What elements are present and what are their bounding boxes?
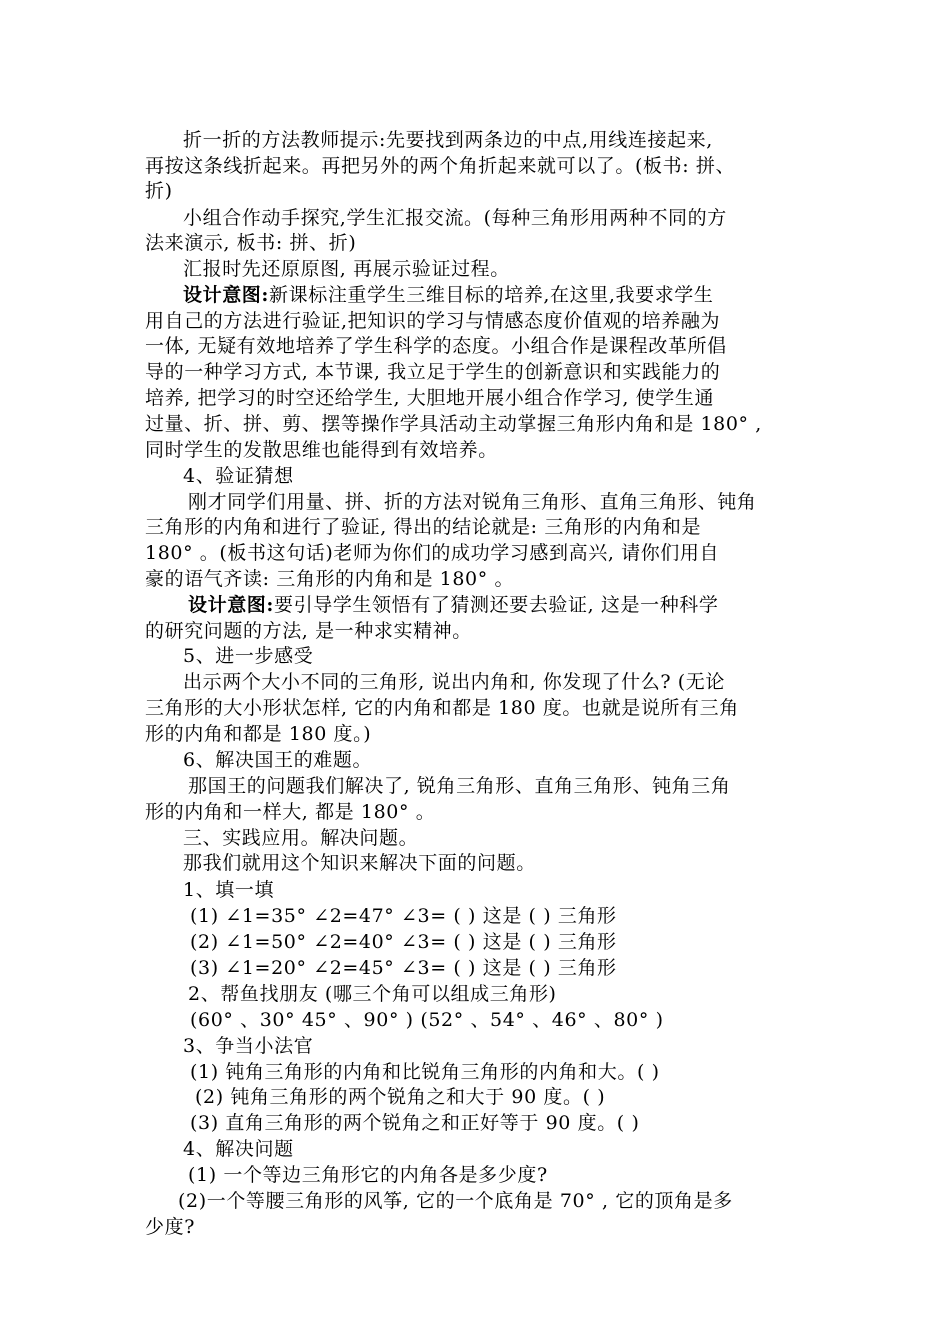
text-line: 一体, 无疑有效地培养了学生科学的态度。小组合作是课程改革所倡 <box>145 335 727 357</box>
text-line: 那国王的问题我们解决了, 锐角三角形、直角三角形、钝角三角 <box>188 775 731 797</box>
design-intent-line <box>188 592 719 618</box>
exercise-row: (2)一个等腰三角形的风筝, 它的一个底角是 70° , 它的顶角是多 <box>178 1190 733 1212</box>
exercise-row: (1) 一个等边三角形它的内角各是多少度? <box>188 1164 548 1186</box>
text-line: 三角形的内角和进行了验证, 得出的结论就是: 三角形的内角和是 <box>145 516 702 538</box>
text-line: 形的内角和一样大, 都是 180° 。 <box>145 801 436 823</box>
question-heading: 4、解决问题 <box>183 1138 294 1160</box>
question-heading: 3、争当小法官 <box>183 1035 314 1057</box>
exercise-row: 少度? <box>145 1216 195 1238</box>
part-heading: 三、实践应用。解决问题。 <box>183 827 419 849</box>
section-heading: 5、进一步感受 <box>183 645 314 667</box>
design-intent-label: 设计意图: <box>188 594 275 616</box>
text-line: 用自己的方法进行验证,把知识的学习与情感态度价值观的培养融为 <box>145 310 721 332</box>
text-line: 的研究问题的方法, 是一种求实精神。 <box>145 620 472 642</box>
text-line: 培养, 把学习的时空还给学生, 大胆地开展小组合作学习, 使学生通 <box>145 387 715 409</box>
text-span: 要引导学生领悟有了猜测还要去验证, 这是一种科学 <box>274 594 719 616</box>
text-line: 折一折的方法教师提示:先要找到两条边的中点,用线连接起来, <box>183 129 713 151</box>
text-line: 汇报时先还原原图, 再展示验证过程。 <box>183 258 510 280</box>
section-heading: 6、解决国王的难题。 <box>183 749 373 771</box>
exercise-row: (1) 钝角三角形的内角和比锐角三角形的内角和大。( ) <box>190 1061 660 1083</box>
text-line: 出示两个大小不同的三角形, 说出内角和, 你发现了什么? (无论 <box>183 671 725 693</box>
exercise-row: (3) 直角三角形的两个锐角之和正好等于 90 度。( ) <box>190 1112 640 1134</box>
exercise-row: (3) ∠1=20° ∠2=45° ∠3= ( ) 这是 ( ) 三角形 <box>190 957 617 979</box>
exercise-row: (2) 钝角三角形的两个锐角之和大于 90 度。( ) <box>195 1086 606 1108</box>
exercise-row: (2) ∠1=50° ∠2=40° ∠3= ( ) 这是 ( ) 三角形 <box>190 931 617 953</box>
text-line: 法来演示, 板书: 拼、折) <box>145 232 357 254</box>
text-span: 新课标注重学生三维目标的培养,在这里,我要求学生 <box>269 284 714 306</box>
text-line: 形的内角和都是 180 度。) <box>145 723 372 745</box>
text-line: 三角形的大小形状怎样, 它的内角和都是 180 度。也就是说所有三角 <box>145 697 739 719</box>
text-line: 小组合作动手探究,学生汇报交流。(每种三角形用两种不同的方 <box>183 207 727 229</box>
text-line: 过量、折、拼、剪、摆等操作学具活动主动掌握三角形内角和是 180° , <box>145 413 762 435</box>
exercise-row: (60° 、30° 45° 、90° ) (52° 、54° 、46° 、80° ) <box>190 1009 664 1031</box>
text-line: 同时学生的发散思维也能得到有效培养。 <box>145 439 498 461</box>
question-heading: 1、填一填 <box>183 879 275 901</box>
text-line: 那我们就用这个知识来解决下面的问题。 <box>183 852 536 874</box>
question-heading: 2、帮鱼找朋友 (哪三个角可以组成三角形) <box>188 983 557 1005</box>
design-intent-label: 设计意图: <box>183 284 270 306</box>
design-intent-line <box>183 282 714 308</box>
text-line: 再按这条线折起来。再把另外的两个角折起来就可以了。(板书: 拼、 <box>145 155 736 177</box>
text-line: 导的一种学习方式, 本节课, 我立足于学生的创新意识和实践能力的 <box>145 361 721 383</box>
text-line: 180° 。(板书这句话)老师为你们的成功学习感到高兴, 请你们用自 <box>145 542 720 564</box>
exercise-row: (1) ∠1=35° ∠2=47° ∠3= ( ) 这是 ( ) 三角形 <box>190 905 617 927</box>
text-line: 折) <box>145 180 173 202</box>
text-line: 豪的语气齐读: 三角形的内角和是 180° 。 <box>145 568 515 590</box>
text-line: 刚才同学们用量、拼、折的方法对锐角三角形、直角三角形、钝角 <box>188 491 757 513</box>
section-heading: 4、验证猜想 <box>183 465 294 487</box>
